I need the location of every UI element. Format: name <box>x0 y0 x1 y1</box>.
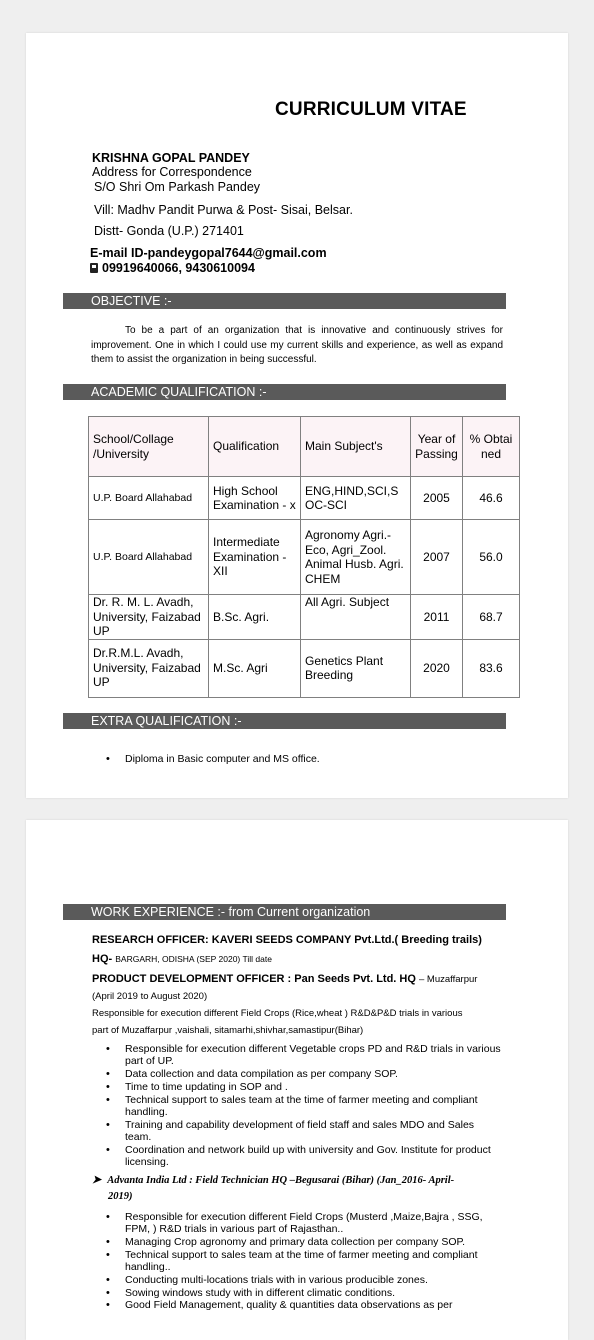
job2-location: – Muzaffarpur <box>418 974 478 985</box>
cell-school: Dr.R.M.L. Avadh, University, Faizabad UP <box>89 639 209 697</box>
phone-line <box>90 261 255 275</box>
cell-qualification: High School Examination - x <box>209 477 301 520</box>
cell-year: 2020 <box>411 639 463 697</box>
cell-percent: 46.6 <box>463 477 520 520</box>
academic-heading: ACADEMIC QUALIFICATION :- <box>63 384 506 400</box>
list-item: • Conducting multi-locations trials with in various producible zones. <box>103 1274 503 1286</box>
job3-title-line <box>92 1173 454 1186</box>
list-item: • Technical support to sales team at the time of farmer meeting and compliant handling.. <box>103 1249 503 1273</box>
address-label: Address for Correspondence <box>92 165 252 179</box>
candidate-name: KRISHNA GOPAL PANDEY <box>92 151 250 165</box>
list-item: • Responsible for execution different Field Crops (Musterd ,Maize,Bajra , SSG, FPM, ) R&D trials in various part of Rajasthan.. <box>103 1211 503 1235</box>
col-percent: % Obtained <box>463 417 520 477</box>
job1-hq <box>92 953 272 965</box>
cell-qualification: Intermediate Examination - XII <box>209 520 301 595</box>
cell-subject: ENG,HIND,SCI,SOC-SCI <box>301 477 411 520</box>
table-row <box>89 639 520 697</box>
work-heading: WORK EXPERIENCE :- from Current organization <box>63 904 506 920</box>
col-year: Year of Passing <box>411 417 463 477</box>
objective-text <box>91 324 503 368</box>
job2-bullet-list <box>103 1043 503 1169</box>
cell-school: U.P. Board Allahabad <box>89 477 209 520</box>
job2-title-line <box>92 973 477 985</box>
list-item: • Diploma in Basic computer and MS office. <box>103 753 503 765</box>
extra-heading: EXTRA QUALIFICATION :- <box>63 713 506 729</box>
job3-bullet-list <box>103 1211 503 1312</box>
phone-numbers: 09919640066, 9430610094 <box>102 261 255 275</box>
objective-text-body: To be a part of an organization that is innovative and continuously strives for improvement. One in which I could use my current skills and experience, as well as expand them to assist the organization in being successful. <box>91 325 503 365</box>
cell-percent: 68.7 <box>463 595 520 640</box>
phone-icon <box>90 263 98 273</box>
list-item: • Responsible for execution different Vegetable crops PD and R&D trials in various part of UP. <box>103 1043 503 1067</box>
cell-qualification: B.Sc. Agri. <box>209 595 301 640</box>
col-subject: Main Subject's <box>301 417 411 477</box>
job1-location: BARGARH, ODISHA (SEP 2020) Till date <box>115 954 272 964</box>
col-qualification: Qualification <box>209 417 301 477</box>
table-row <box>89 477 520 520</box>
cell-year: 2005 <box>411 477 463 520</box>
district-line: Distt- Gonda (U.P.) 271401 <box>94 224 244 238</box>
extra-list <box>103 753 503 766</box>
cell-percent: 83.6 <box>463 639 520 697</box>
table-row <box>89 595 520 640</box>
cell-subject: All Agri. Subject <box>301 595 411 640</box>
arrow-bullet-icon: ➤ <box>92 1174 102 1186</box>
table-row <box>89 520 520 595</box>
job1-hq-label: HQ- <box>92 953 113 965</box>
cell-subject: Genetics Plant Breeding <box>301 639 411 697</box>
job2-responsibility-1: Responsible for execution different Field Crops (Rice,wheat ) R&D&P&D trials in various <box>92 1008 463 1019</box>
cell-year: 2007 <box>411 520 463 595</box>
cell-subject: Agronomy Agri.-Eco, Agri_Zool. Animal Husb. Agri. CHEM <box>301 520 411 595</box>
cell-qualification: M.Sc. Agri <box>209 639 301 697</box>
cell-school: Dr. R. M. L. Avadh, University, Faizabad UP <box>89 595 209 640</box>
cell-percent: 56.0 <box>463 520 520 595</box>
email-line: E-mail ID-pandeygopal7644@gmail.com <box>90 246 327 260</box>
job2-responsibility-2: part of Muzaffarpur ,vaishali, sitamarhi,shivhar,samastipur(Bihar) <box>92 1025 364 1036</box>
col-school: School/Collage /University <box>89 417 209 477</box>
job1-title: RESEARCH OFFICER: KAVERI SEEDS COMPANY Pvt.Ltd.( Breeding trails) <box>92 934 482 946</box>
cv-page-1 <box>26 33 568 798</box>
cv-page-2 <box>26 820 568 1340</box>
academic-header-row <box>89 417 520 477</box>
job2-period: (April 2019 to August 2020) <box>92 991 208 1002</box>
list-item: • Coordination and network build up with university and Gov. Institute for product licensing. <box>103 1144 503 1168</box>
cv-title: CURRICULUM VITAE <box>275 99 467 120</box>
job3-title: Advanta India Ltd : Field Technician HQ –Begusarai (Bihar) (Jan_2016- April- <box>107 1175 455 1186</box>
list-item: • Training and capability development of field staff and sales MDO and Sales team. <box>103 1119 503 1143</box>
job2-title: PRODUCT DEVELOPMENT OFFICER : Pan Seeds Pvt. Ltd. HQ <box>92 973 416 985</box>
list-item: • Sowing windows study with in different climatic conditions. <box>103 1287 503 1299</box>
objective-heading: OBJECTIVE :- <box>63 293 506 309</box>
village-line: Vill: Madhv Pandit Purwa & Post- Sisai, Belsar. <box>94 203 353 217</box>
cell-year: 2011 <box>411 595 463 640</box>
academic-table <box>88 416 520 698</box>
list-item: • Data collection and data compilation as per company SOP. <box>103 1068 503 1080</box>
list-item: • Technical support to sales team at the time of farmer meeting and compliant handling. <box>103 1094 503 1118</box>
list-item: • Good Field Management, quality & quantities data observations as per <box>103 1299 503 1311</box>
cell-school: U.P. Board Allahabad <box>89 520 209 595</box>
job3-year: 2019) <box>108 1191 133 1202</box>
list-item: • Managing Crop agronomy and primary data collection per company SOP. <box>103 1236 503 1248</box>
list-item: • Time to time updating in SOP and . <box>103 1081 503 1093</box>
son-of-line: S/O Shri Om Parkash Pandey <box>94 180 261 194</box>
